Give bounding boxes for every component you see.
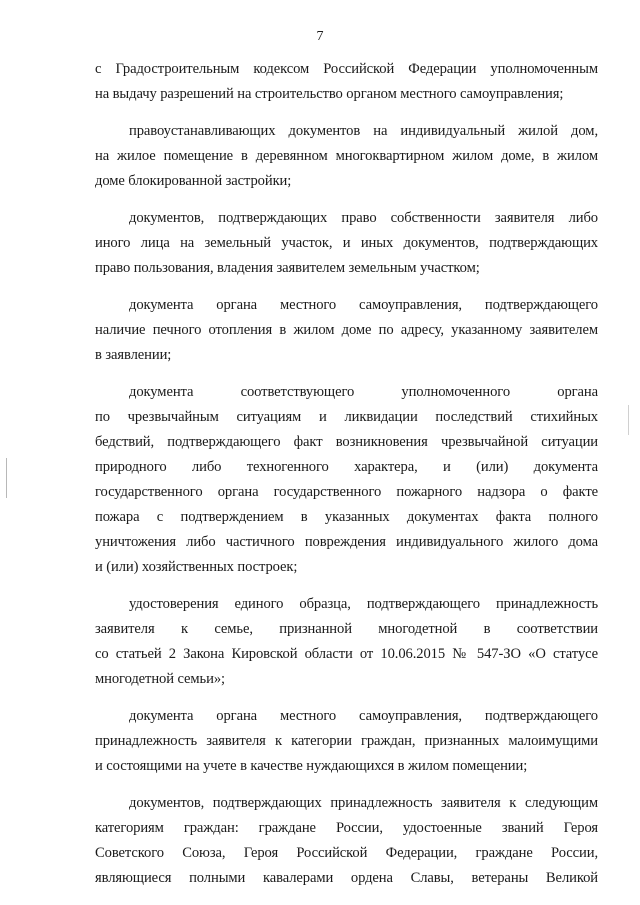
text-line: удостоверения единого образца, подтверждающего принадлежность [129,596,598,612]
text-line: со статьей 2 Закона Кировской области от 10.06.2015 № 547-ЗО «О статусе [95,646,598,662]
text-line: документа органа местного самоуправления, подтверждающего [129,708,598,724]
text-line: государственного органа государственного пожарного надзора о факте [95,484,598,500]
paragraph [95,293,598,368]
text-line: доме блокированной застройки; [95,173,292,189]
scan-artifact-line [628,405,629,435]
text-line: право пользования, владения заявителем земельным участком; [95,260,480,276]
text-line: и состоящими на учете в качестве нуждающихся в жилом помещении; [95,758,528,774]
paragraph [95,592,598,692]
text-line: документа органа местного самоуправления, подтверждающего [129,297,598,313]
text-line: категориям граждан: граждане России, удостоенные званий Героя [95,820,598,836]
text-line: по чрезвычайным ситуациям и ликвидации последствий стихийных [95,409,598,425]
text-line: бедствий, подтверждающего факт возникновения чрезвычайной ситуации [95,434,598,450]
text-line: документа соответствующего уполномоченного органа [129,384,598,400]
page-number: 7 [316,29,324,44]
text-line: и (или) хозяйственных построек; [95,559,298,575]
text-line: на жилое помещение в деревянном многоквартирном жилом доме, в жилом [95,148,598,164]
text-line: заявителя к семье, признанной многодетной в соответствии [95,621,598,637]
text-line: уничтожения либо частичного повреждения индивидуального жилого дома [95,534,598,550]
paragraph [95,57,598,107]
text-line: наличие печного отопления в жилом доме по адресу, указанному заявителем [95,322,598,338]
text-line: иного лица на земельный участок, и иных документов, подтверждающих [95,235,598,251]
document-body [95,57,598,891]
paragraph [95,206,598,281]
text-line: Советского Союза, Героя Российской Федерации, граждане России, [95,845,598,861]
text-line: многодетной семьи»; [95,671,225,687]
paragraph [95,380,598,580]
text-line: документов, подтверждающих принадлежность заявителя к следующим [129,795,598,811]
paragraph [95,791,598,891]
text-line: правоустанавливающих документов на индивидуальный жилой дом, [129,123,598,139]
text-line: в заявлении; [95,347,172,363]
text-line: являющиеся полными кавалерами ордена Славы, ветераны Великой [95,870,598,886]
paragraph [95,704,598,779]
text-line: природного либо техногенного характера, и (или) документа [95,459,598,475]
text-line: принадлежность заявителя к категории граждан, признанных малоимущими [95,733,598,749]
text-line: с Градостроительным кодексом Российской Федерации уполномоченным [95,61,598,77]
scan-artifact-line [6,458,7,498]
text-line: пожара с подтверждением в указанных документах факта полного [95,509,598,525]
paragraph [95,119,598,194]
text-line: документов, подтверждающих право собственности заявителя либо [129,210,598,226]
text-line: на выдачу разрешений на строительство органом местного самоуправления; [95,86,564,102]
